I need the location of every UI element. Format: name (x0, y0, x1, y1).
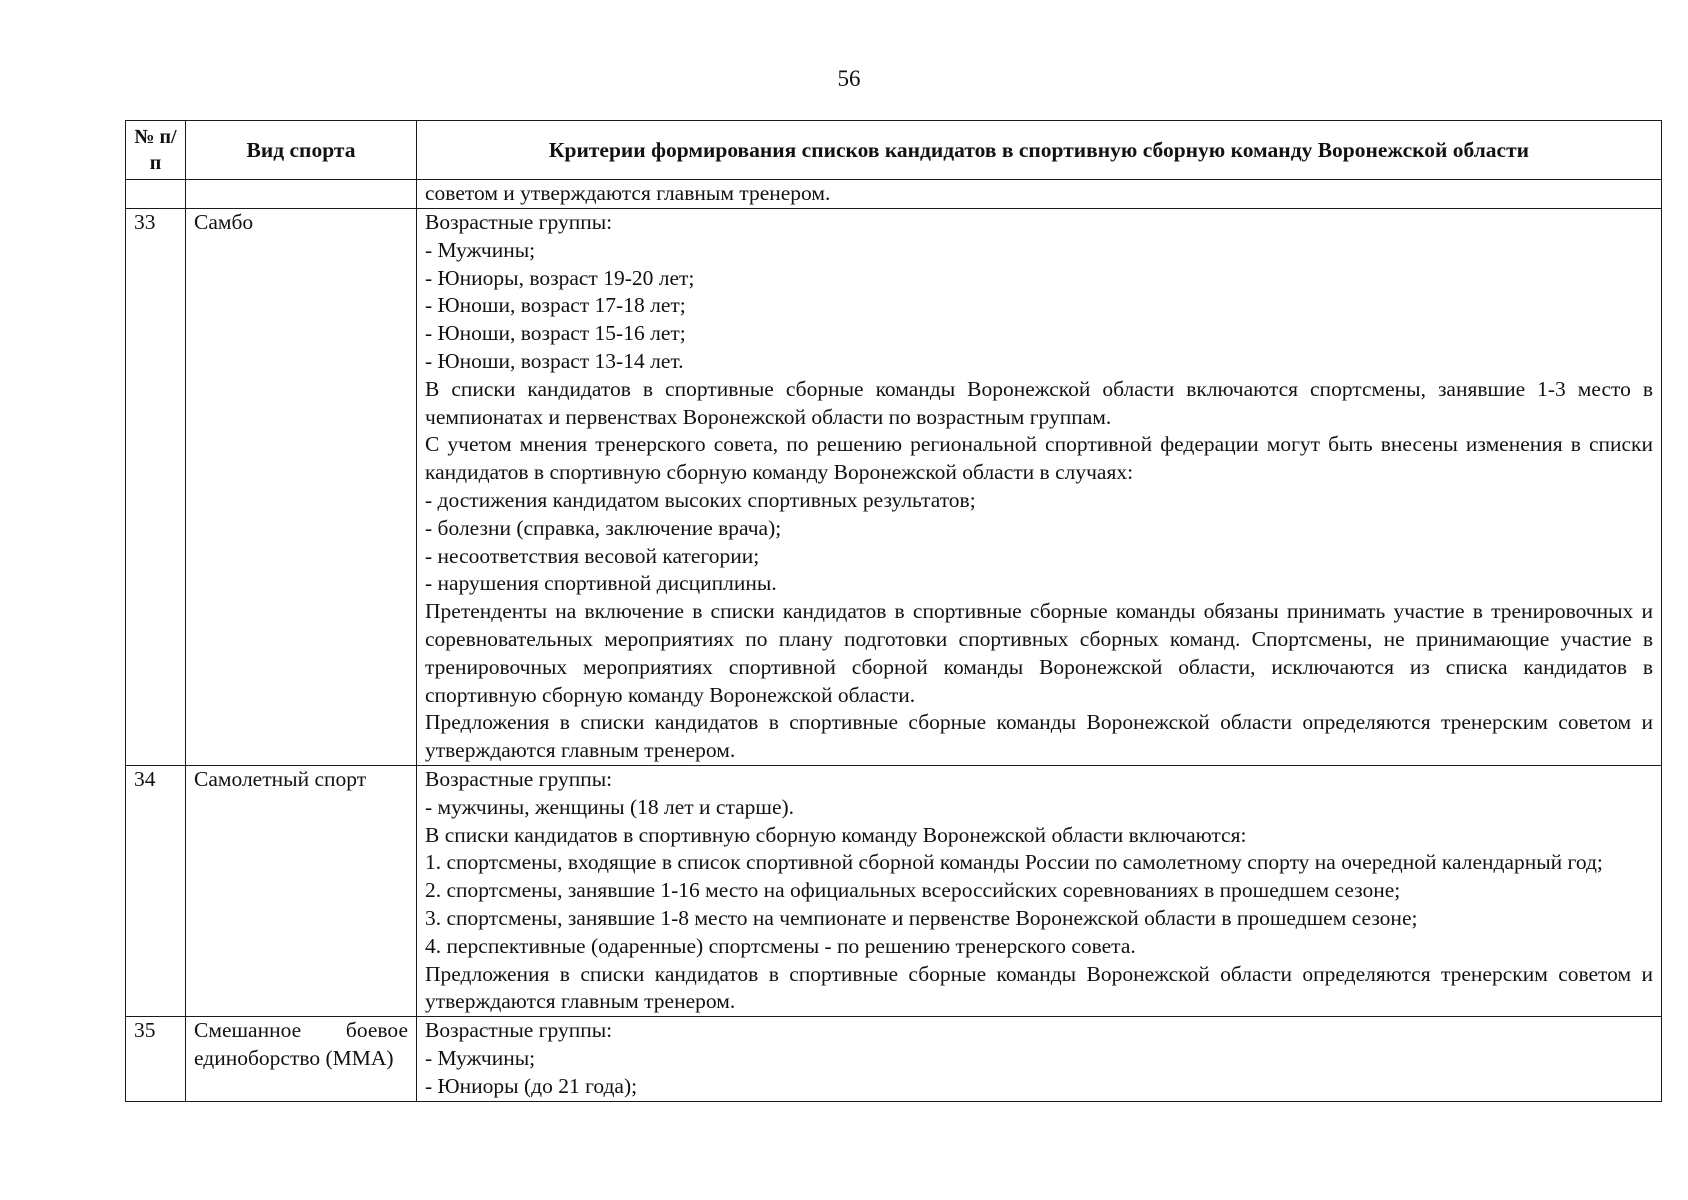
table-row (126, 765, 1662, 1016)
criteria-line: 3. спортсмены, занявшие 1-8 место на чемпионате и первенстве Воронежской области в прошедшем сезоне; (425, 905, 1418, 930)
row-criteria (417, 1017, 1662, 1101)
criteria-paragraph: Предложения в списки кандидатов в спортивные сборные команды Воронежской области определяются тренерским советом и утверждаются главным тренером. (425, 710, 1653, 763)
criteria-line: В списки кандидатов в спортивную сборную команду Воронежской области включаются: (425, 822, 1247, 847)
criteria-line: - болезни (справка, заключение врача); (425, 515, 782, 540)
header-criteria: Критерии формирования списков кандидатов в спортивную сборную команду Воронежской области (417, 121, 1662, 180)
criteria-line: - Юноши, возраст 13-14 лет. (425, 348, 684, 373)
row-num: 33 (126, 209, 186, 766)
table-row (126, 209, 1662, 766)
row-criteria (417, 209, 1662, 766)
criteria-paragraph: 1. спортсмены, входящие в список спортивной сборной команды России по самолетному спорту на очередной календарный год; (425, 850, 1603, 875)
continuation-sport-cell (186, 180, 417, 209)
criteria-line: Возрастные группы: (425, 1018, 613, 1043)
row-num: 35 (126, 1017, 186, 1101)
criteria-line: Возрастные группы: (425, 766, 613, 791)
criteria-line: 2. спортсмены, занявшие 1-16 место на официальных всероссийских соревнованиях в прошедшем сезоне; (425, 878, 1401, 903)
criteria-line: 4. перспективные (одаренные) спортсмены - по решению тренерского совета. (425, 933, 1136, 958)
criteria-line: - Юниоры, возраст 19-20 лет; (425, 265, 695, 290)
criteria-line: - Юноши, возраст 15-16 лет; (425, 321, 686, 346)
criteria-paragraph: В списки кандидатов в спортивные сборные команды Воронежской области включаются спортсмены, занявшие 1-3 место в чемпионатах и первенствах Воронежской области по возрастным группам. (425, 376, 1653, 429)
row-num: 34 (126, 765, 186, 1016)
continuation-num-cell (126, 180, 186, 209)
table-header-row (126, 121, 1662, 180)
criteria-line: Возрастные группы: (425, 210, 613, 234)
header-num: № п/п (126, 121, 186, 180)
page-number: 56 (837, 66, 861, 91)
criteria-line: - Мужчины; (425, 1045, 536, 1070)
criteria-paragraph: Предложения в списки кандидатов в спортивные сборные команды Воронежской области определяются тренерским советом и утверждаются главным тренером. (425, 961, 1653, 1014)
row-sport: Самбо (186, 209, 417, 766)
criteria-paragraph: Претенденты на включение в списки кандидатов в спортивные сборные команды обязаны принимать участие в тренировочных и соревновательных мероприятиях по плану подготовки спортивных сборных команд. Спортсмены, не принимающие участие в тренировочных мероприятиях спортивной сборной команды Воронежской области, исключаются из списка кандидатов в спортивную сборную команду Воронежской области. (425, 599, 1653, 707)
row-sport-text: Смешанное боевое единоборство (ММА) (194, 1018, 408, 1070)
criteria-line: - нарушения спортивной дисциплины. (425, 571, 777, 596)
continuation-criteria-cell: советом и утверждаются главным тренером. (417, 180, 1662, 209)
criteria-paragraph: С учетом мнения тренерского совета, по решению региональной спортивной федерации могут быть внесены изменения в списки кандидатов в спортивную сборную команду Воронежской области в случаях: (425, 432, 1653, 485)
table-row (126, 1017, 1662, 1101)
row-sport (186, 1017, 417, 1101)
row-criteria (417, 765, 1662, 1016)
criteria-line: - достижения кандидатом высоких спортивных результатов; (425, 487, 976, 512)
row-sport: Самолетный спорт (186, 765, 417, 1016)
criteria-line: - несоответствия весовой категории; (425, 543, 760, 568)
header-sport: Вид спорта (186, 121, 417, 180)
criteria-line: - мужчины, женщины (18 лет и старше). (425, 794, 795, 819)
criteria-table (125, 120, 1662, 1102)
continuation-row (126, 180, 1662, 209)
criteria-line: - Мужчины; (425, 237, 536, 262)
criteria-line: - Юноши, возраст 17-18 лет; (425, 293, 686, 318)
criteria-line: - Юниоры (до 21 года); (425, 1073, 638, 1098)
